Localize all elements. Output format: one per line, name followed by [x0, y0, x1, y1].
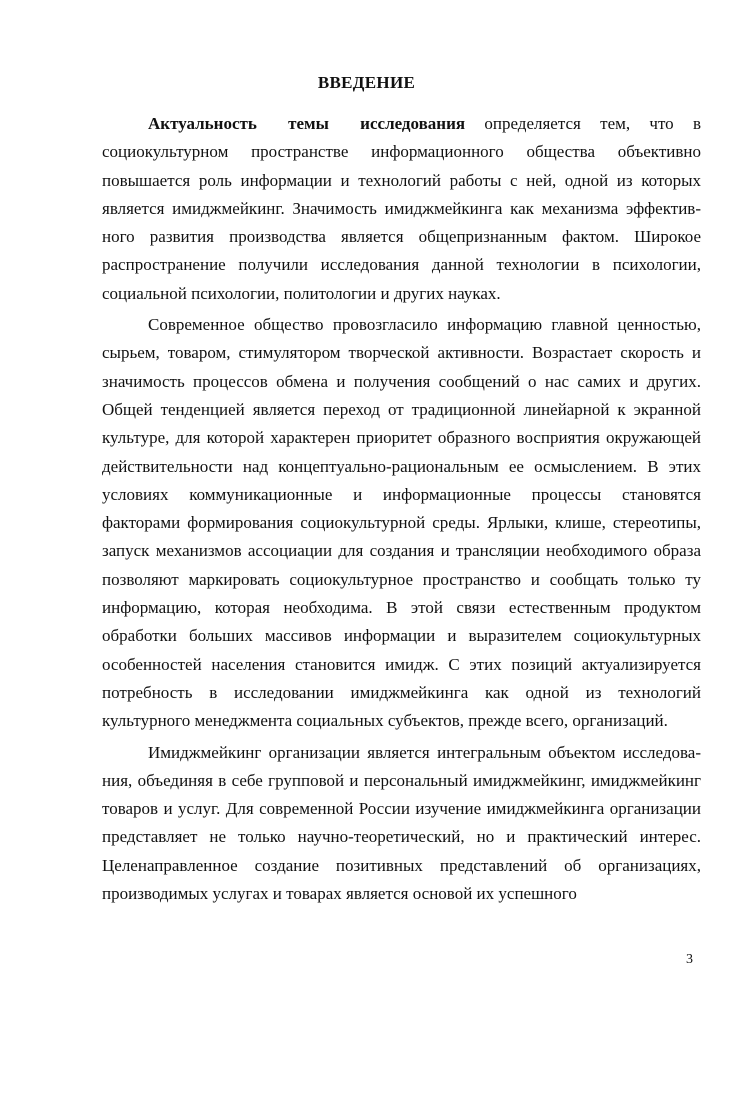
body-text [102, 110, 701, 911]
paragraph-text: определяется тем, что в социокультурном пространстве информационного общества объективно повышается роль информации и технологий работы с ней, одной из которых является имиджмейкинг. Значимость имиджмейкинга как механизма эффективного развития производства является общепризнанным фактом. Широкое распространение получили исследования данной технологии в психологии, социальной психологии, политологии и других науках. [102, 114, 702, 303]
section-heading: ВВЕДЕНИЕ [317, 73, 416, 92]
paragraph-imagemaking: Имиджмейкинг организации является интегральным объектом исследования, объединяя в себе групповой и персональный имиджмейкинг, имиджмейкинг товаров и услуг. Для современной России изучение имиджмейкинга организации представляет не только научно-теоретический, но и практический интерес. Целенаправленное создание позитивных представлений об организациях, производимых услугах и товарах является основой их успешного [102, 742, 701, 904]
paragraph-lead-bold: Актуальность темы исследования [148, 114, 466, 133]
paragraph-relevance [102, 110, 701, 308]
paragraph-modern-society: Современное общество провозгласило информацию главной ценностью, сырьем, товаром, стимулятором творческой активности. Возрастает скорость и значимость процессов обмена и получения сообщений о нас самих и других. Общей тенденцией является переход от традиционной линейарной к экранной культуре, для которой характерен приоритет образного восприятия окружающей действительности над концептуально-рациональным ее осмыслением. В этих условиях коммуникационные и информационные процессы становятся факторами формирования социокультурной среды. Ярлыки, клише, стереотипы, запуск механизмов ассоциации для создания и трансляции необходимого образа позволяют маркировать социокультурное пространство и сообщать только ту информацию, которая необходима. В этой связи естественным продуктом обработки больших массивов информации и выразителем социокультурных особенностей населения становится имидж. С этих позиций актуализируется потребность в исследовании имиджмейкинга как одной из технологий культурного менеджмента социальных субъектов, прежде всего, организаций. [102, 315, 701, 731]
page-number: 3 [686, 952, 693, 967]
